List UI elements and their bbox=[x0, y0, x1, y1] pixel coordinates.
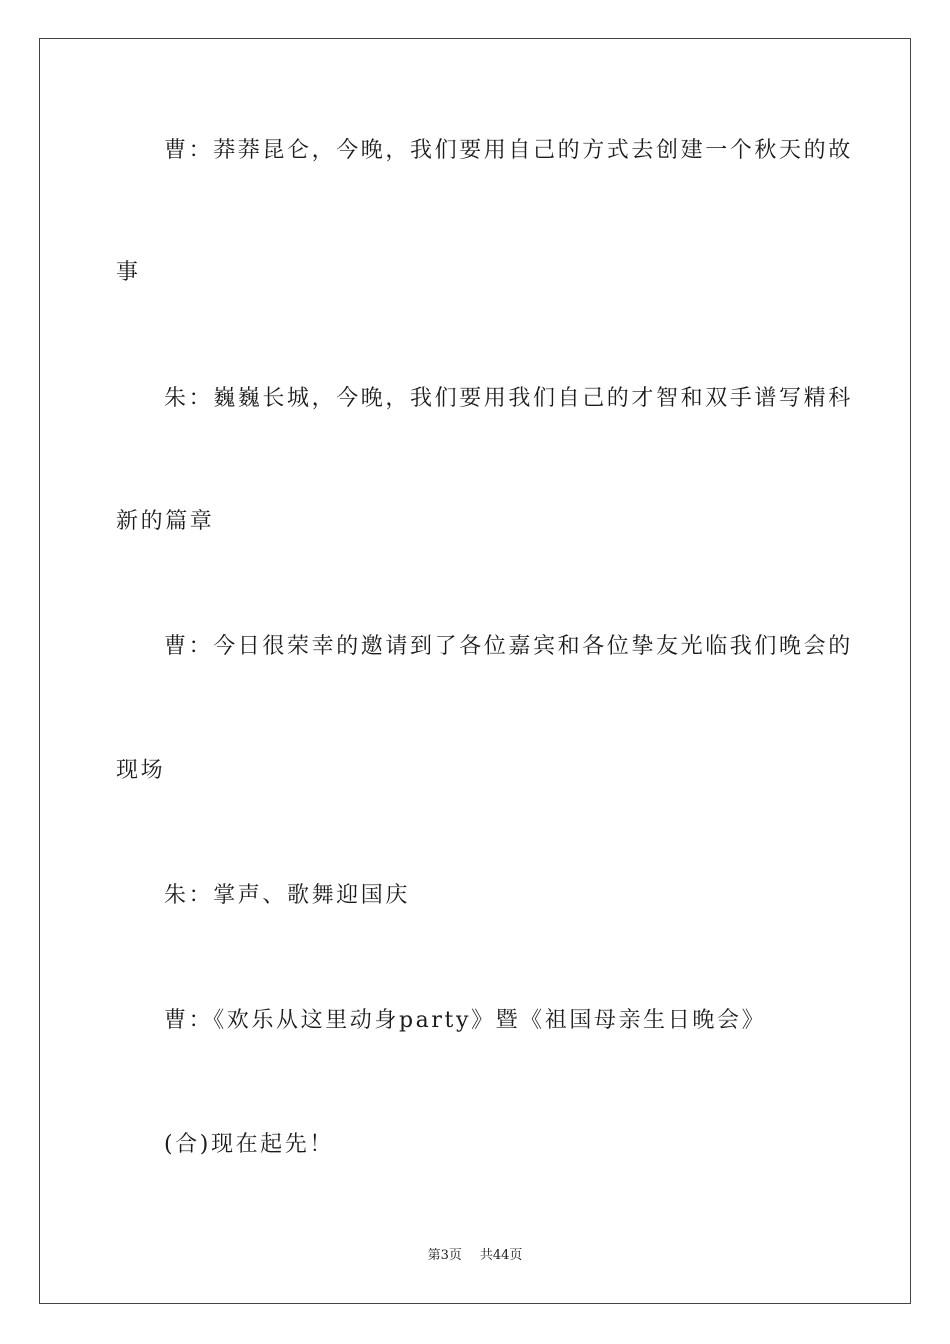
page-total: 共44页 bbox=[479, 1248, 523, 1263]
paragraph-line: (合)现在起先！ bbox=[164, 1132, 334, 1157]
paragraph-line: 现场 bbox=[116, 758, 166, 783]
page-border bbox=[39, 38, 911, 1304]
paragraph-line: 朱：掌声、歌舞迎国庆 bbox=[164, 883, 411, 908]
paragraph-line: 朱：巍巍长城，今晚，我们要用我们自己的才智和双手谱写精科 bbox=[164, 386, 853, 411]
page-number: 第3页 bbox=[427, 1248, 462, 1263]
paragraph-line: 新的篇章 bbox=[116, 509, 215, 534]
paragraph-line: 曹：《欢乐从这里动身party》暨《祖国母亲生日晚会》 bbox=[164, 1008, 767, 1033]
page-footer bbox=[0, 1247, 950, 1265]
paragraph-line: 曹：今日很荣幸的邀请到了各位嘉宾和各位挚友光临我们晚会的 bbox=[164, 634, 853, 659]
paragraph-line: 曹：莽莽昆仑，今晚，我们要用自己的方式去创建一个秋天的故 bbox=[164, 138, 853, 163]
paragraph-line: 事 bbox=[116, 260, 141, 285]
